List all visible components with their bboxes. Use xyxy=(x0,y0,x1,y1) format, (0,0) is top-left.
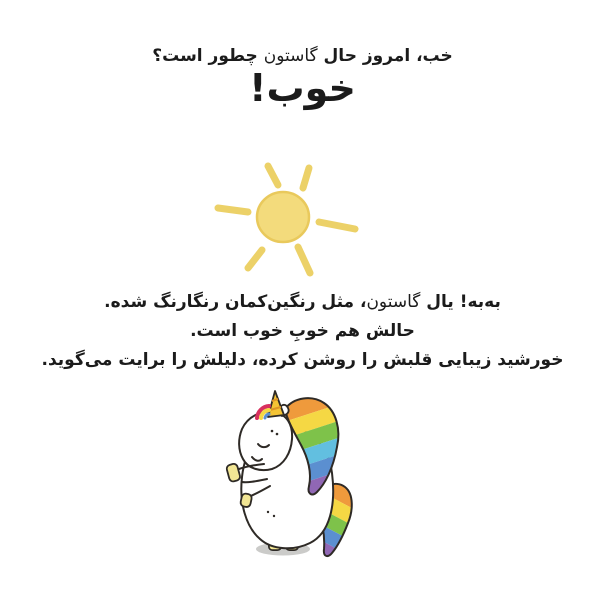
unicorn-front-hoof xyxy=(226,463,241,482)
sun-illustration xyxy=(212,158,362,283)
answer-text: خوب! xyxy=(249,66,356,110)
question-suffix: چطور است؟ xyxy=(152,46,264,66)
sun-ray-top-left xyxy=(268,166,278,185)
message-line-1-suffix: ، مثل رنگین‌کمان رنگارنگ شده. xyxy=(104,292,367,312)
message-line-1-prefix: به‌به! یال xyxy=(420,292,501,312)
unicorn-front-hoof xyxy=(240,493,252,508)
question-line xyxy=(0,46,605,66)
unicorn-forelock xyxy=(257,406,269,418)
unicorn-illustration xyxy=(190,385,420,605)
unicorn-horn xyxy=(268,391,284,417)
message-block xyxy=(0,288,605,375)
gaston-name: گاستون xyxy=(263,46,318,66)
sun-ray-bottom-right xyxy=(298,247,310,273)
sun-ray-left xyxy=(218,208,248,212)
gaston-name: گاستون xyxy=(366,292,421,312)
sun-disc xyxy=(257,192,309,242)
question-prefix: خب، امروز حال xyxy=(317,46,453,66)
message-line-2: حالش هم خوبِ خوب است. xyxy=(190,321,415,341)
message-line-1 xyxy=(0,288,605,317)
unicorn-head xyxy=(239,412,292,470)
message-line-3: خورشید زیبایی قلبش را روشن کرده، دلیلش را برایت می‌گوید. xyxy=(41,350,564,370)
sun-ray-right xyxy=(319,222,355,229)
sun-ray-top-right xyxy=(303,168,309,188)
sun-ray-bottom-left xyxy=(248,250,262,268)
